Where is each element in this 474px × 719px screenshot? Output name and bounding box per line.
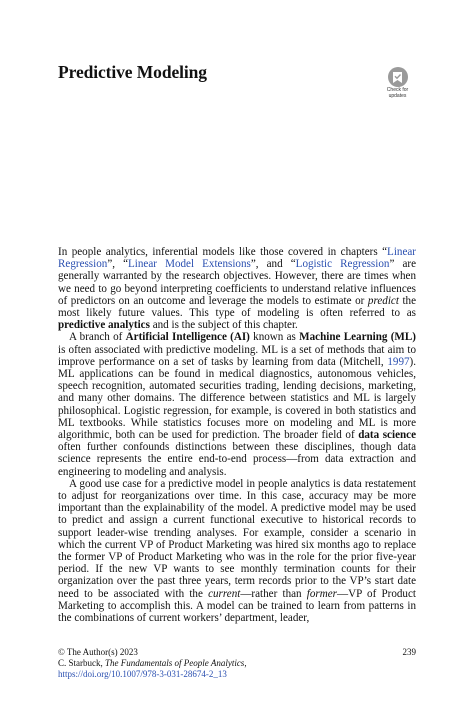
bookmark-check-icon — [388, 67, 408, 87]
citation-book-title: The Fundamentals of People Analytics — [105, 658, 245, 669]
chapter-body — [58, 246, 416, 624]
text-run: the most likely future values. This type of modeling is often referred to as — [58, 294, 417, 320]
cross-reference-link[interactable]: Logistic Regression — [295, 258, 390, 271]
bold-term: Artificial Intelligence (AI) — [125, 331, 250, 344]
paragraph — [58, 246, 416, 331]
chapter-title: Predictive Modeling — [58, 62, 207, 82]
text-run: A branch of — [69, 331, 126, 344]
bold-term: Machine Learning (ML) — [299, 331, 416, 344]
text-run: —VP of Product Marketing to accomplish this. A model can be trained to learn from patterns in the combinations of current workers’ department, leader, — [58, 587, 416, 625]
badge-line-1: Check for — [386, 87, 409, 93]
text-run: is often associated with predictive modeling. ML is a set of methods that aim to improve performance on a set of tasks by learning from data (Mitchell, — [58, 343, 416, 368]
citation-end: , — [244, 658, 247, 669]
text-run: known as — [249, 331, 300, 344]
citation — [58, 658, 416, 669]
emphasis-text: predict — [367, 294, 399, 307]
text-run: and is the subject of this chapter. — [149, 319, 298, 332]
badge-line-2: updates — [388, 92, 407, 99]
bold-term: data science — [358, 429, 417, 442]
text-run: ”, and “ — [250, 258, 296, 271]
text-run: ” are generally warranted by the research objectives. However, there are times when we need to go beyond interpreting coefficients to understand relative influences of predictors on an outcome and leverage the models to estimate or — [58, 258, 416, 307]
text-run: ”, “ — [107, 258, 129, 271]
paragraph — [58, 478, 416, 624]
text-run: In people analytics, inferential models like those covered in chapters “ — [58, 246, 388, 258]
text-run: often further confounds distinctions between these disciplines, though data science represents the entire end-to-end process—from data extraction and engineering to modeling and analysis. — [58, 441, 416, 478]
cross-reference-link[interactable]: Linear Regression — [58, 246, 416, 271]
cross-reference-link[interactable]: 1997 — [387, 355, 410, 368]
citation-author: C. Starbuck, — [58, 658, 105, 669]
bold-term: predictive analytics — [58, 319, 150, 332]
check-for-updates-badge[interactable] — [378, 67, 417, 101]
page-number: 239 — [402, 647, 416, 657]
text-run: —rather than — [240, 587, 307, 600]
emphasis-text: former — [306, 587, 337, 600]
text-run: ). ML applications can be found in medical diagnostics, autonomous vehicles, speech recognition, automated securities trading, lending decisions, marketing, and many other domains. The difference between statistics and ML is largely philosophical. Logistic regression, for example, is covered in both statistics and ML textbooks. While statistics focuses more on modeling and ML is more algorithmic, both can be used for prediction. The broader field of — [58, 355, 416, 442]
copyright-notice: © The Author(s) 2023 — [58, 647, 138, 657]
paragraph — [58, 331, 416, 477]
text-run: A good use case for a predictive model in people analytics is data restatement to adjust for reorganizations over time. In this case, accuracy may be more important than the explainability of the model. A predictive model may be used to predict and assign a current functional executive to historical records to support leader-wise trending analyses. For example, consider a scenario in which the current VP of Product Marketing was hired six months ago to replace the former VP of Product Marketing who was in the role for the prior five-year period. If the new VP wants to see monthly termination counts for their organization over the past three years, term records prior to the VP’s start date need to be associated with the — [58, 477, 416, 600]
doi-link[interactable]: https://doi.org/10.1007/978-3-031-28674-2_13 — [58, 669, 227, 680]
emphasis-text: current — [208, 587, 241, 600]
page-footer — [58, 647, 416, 681]
cross-reference-link[interactable]: Linear Model Extensions — [128, 258, 251, 271]
